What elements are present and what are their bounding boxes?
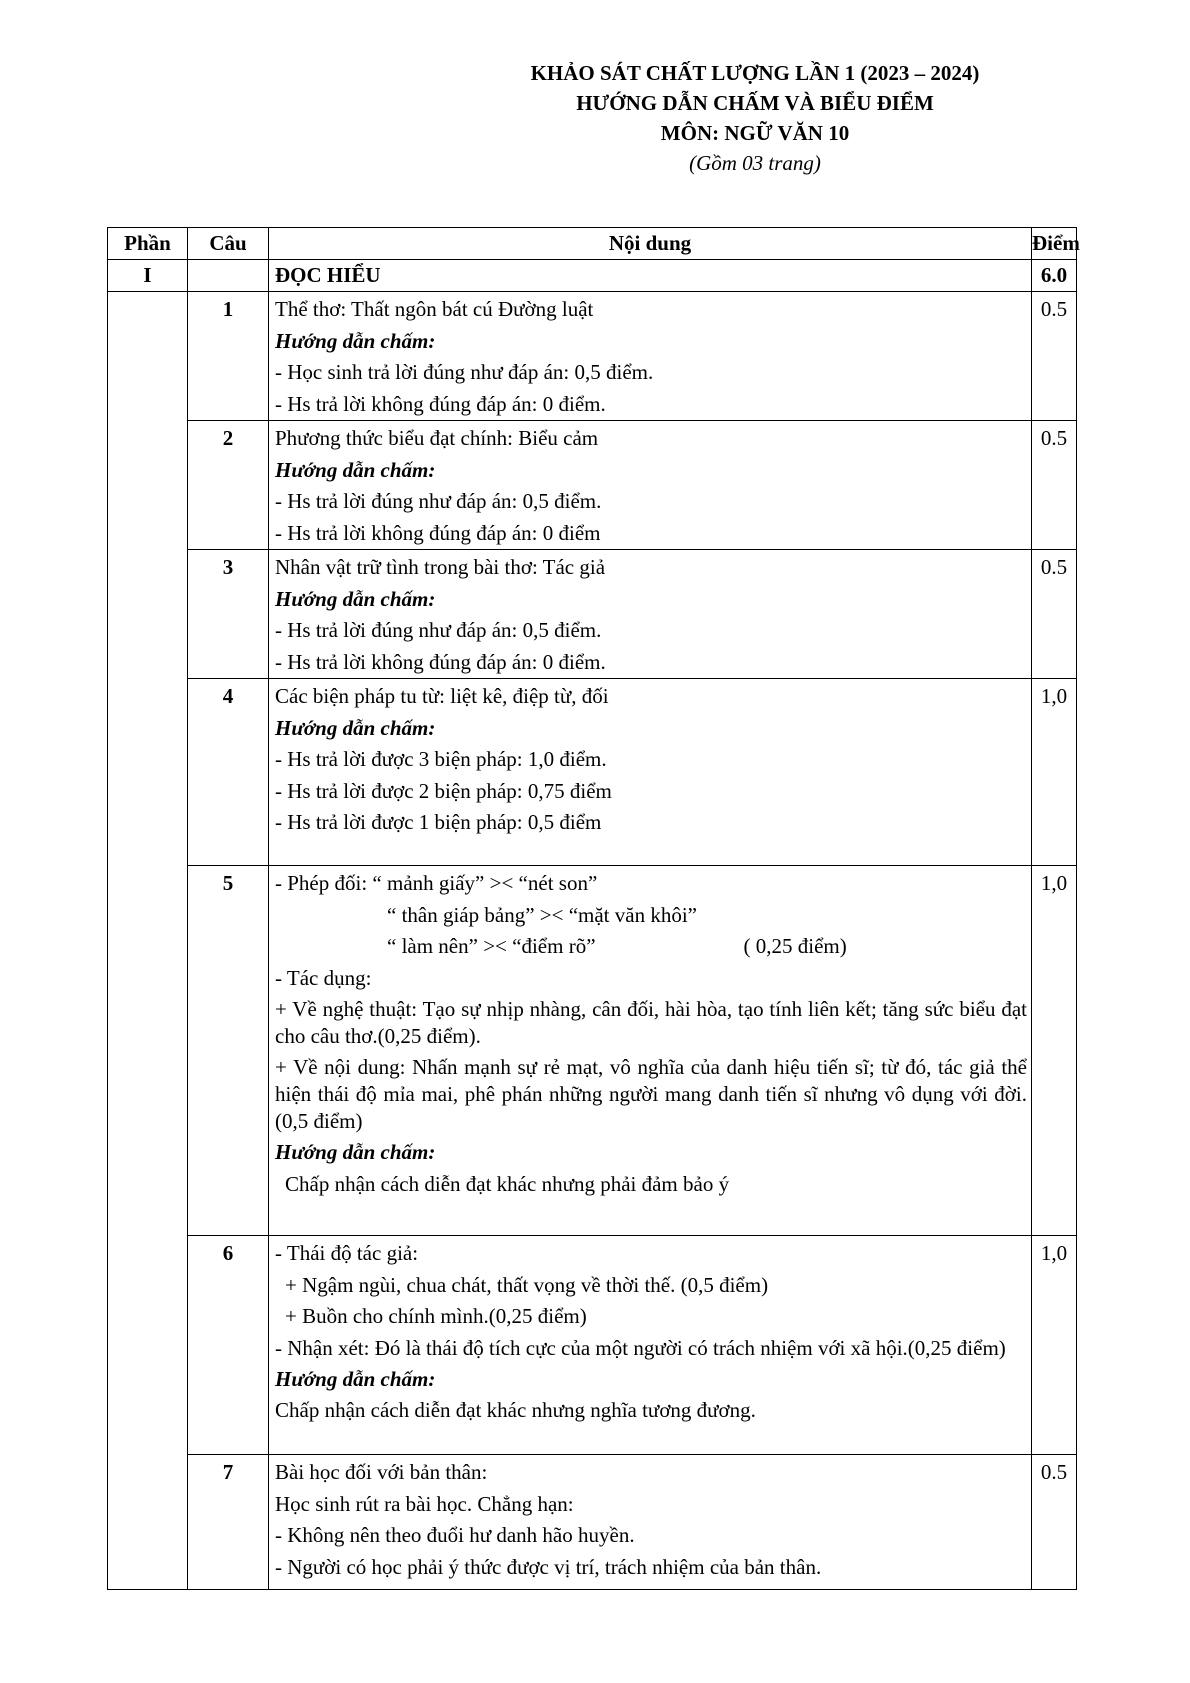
question-score: 0.5 (1032, 421, 1077, 550)
table-row (108, 1236, 1077, 1455)
question-score: 1,0 (1032, 679, 1077, 866)
section-title: ĐỌC HIỂU (269, 260, 1032, 292)
grading-table (107, 227, 1080, 1590)
table-header-row (108, 228, 1077, 260)
question-number: 4 (188, 679, 269, 866)
guide-label: Hướng dẫn chấm: (275, 1366, 436, 1391)
question-number: 1 (188, 292, 269, 421)
content-line: - Hs trả lời không đúng đáp án: 0 điểm (275, 520, 601, 545)
question-content (269, 866, 1032, 1236)
content-line: - Hs trả lời không đúng đáp án: 0 điểm. (275, 649, 606, 674)
question-score: 0.5 (1032, 292, 1077, 421)
content-paragraph: + Về nội dung: Nhấn mạnh sự rẻ mạt, vô nghĩa của danh hiệu tiến sĩ; từ đó, tác giả thể hiện thái độ mỉa mai, phê phán những người mang danh tiến sĩ nhưng vô dụng với đời. (0,5 điểm) (275, 1055, 1027, 1133)
section-cau-empty (188, 260, 269, 292)
question-content (269, 1455, 1032, 1590)
question-content (269, 421, 1032, 550)
antithesis-pair: “ làm nên” >< “điểm rõ” (387, 934, 596, 958)
header-phan: Phần (108, 228, 188, 260)
table-row (108, 679, 1077, 866)
page-count-note: (Gồm 03 trang) (689, 151, 821, 175)
content-line: - Hs trả lời được 1 biện pháp: 0,5 điểm (275, 810, 602, 834)
question-content (269, 679, 1032, 866)
question-content (269, 1236, 1032, 1455)
question-number: 6 (188, 1236, 269, 1455)
table-row (108, 421, 1077, 550)
content-line (275, 931, 1027, 963)
table-row (108, 1455, 1077, 1590)
guide-label: Hướng dẫn chấm: (275, 715, 436, 740)
content-line: Bài học đối với bản thân: (275, 1460, 488, 1484)
question-score: 1,0 (1032, 1236, 1077, 1455)
header-noidung: Nội dung (269, 228, 1032, 260)
content-line: - Không nên theo đuổi hư danh hão huyền. (275, 1523, 635, 1547)
content-line: - Hs trả lời đúng như đáp án: 0,5 điểm. (275, 618, 602, 642)
guide-label: Hướng dẫn chấm: (275, 1140, 436, 1164)
content-line: Các biện pháp tu từ: liệt kê, điệp từ, đối (275, 684, 609, 708)
content-line: + Buồn cho chính mình.(0,25 điểm) (285, 1304, 587, 1328)
question-number: 7 (188, 1455, 269, 1590)
question-content (269, 550, 1032, 679)
content-paragraph: + Về nghệ thuật: Tạo sự nhịp nhàng, cân đối, hài hòa, tạo tính liên kết; tăng sức biểu đạt cho câu thơ.(0,25 điểm). (275, 997, 1027, 1048)
content-line: Thể thơ: Thất ngôn bát cú Đường luật (275, 297, 594, 321)
guide-label: Hướng dẫn chấm: (275, 586, 436, 611)
content-line: - Tác dụng: (275, 965, 372, 990)
content-line: - Hs trả lời được 3 biện pháp: 1,0 điểm. (275, 747, 607, 771)
content-line: Học sinh rút ra bài học. Chẳng hạn: (275, 1491, 574, 1516)
subject-title: MÔN: NGỮ VĂN 10 (660, 121, 850, 145)
content-line: - Hs trả lời không đúng đáp án: 0 điểm. (275, 391, 606, 416)
header-diem: Điểm (1032, 228, 1077, 260)
question-number: 5 (188, 866, 269, 1236)
content-line: “ thân giáp bảng” >< “mặt văn khôi” (387, 902, 697, 927)
content-line: - Hs trả lời đúng như đáp án: 0,5 điểm. (275, 489, 602, 513)
content-line: - Hs trả lời được 2 biện pháp: 0,75 điểm (275, 778, 612, 803)
document-header (430, 58, 1080, 178)
content-line: Chấp nhận cách diễn đạt khác nhưng phải đảm bảo ý (285, 1171, 730, 1196)
content-line: Nhân vật trữ tình trong bài thơ: Tác giả (275, 555, 606, 579)
exam-title: KHẢO SÁT CHẤT LƯỢNG LẦN 1 (2023 – 2024) (530, 61, 980, 85)
question-content (269, 292, 1032, 421)
content-line: - Người có học phải ý thức được vị trí, trách nhiệm của bản thân. (275, 1554, 822, 1579)
guide-title: HƯỚNG DẪN CHẤM VÀ BIỂU ĐIỂM (576, 91, 934, 115)
content-line: - Phép đối: “ mảnh giấy” >< “nét son” (275, 871, 598, 895)
header-cau: Câu (188, 228, 269, 260)
question-number: 3 (188, 550, 269, 679)
content-line: - Thái độ tác giả: (275, 1241, 419, 1265)
phan-merged-cell (108, 292, 188, 1590)
section-phan: I (108, 260, 188, 292)
section-row (108, 260, 1077, 292)
table-row (108, 292, 1077, 421)
table-row (108, 866, 1077, 1236)
guide-label: Hướng dẫn chấm: (275, 328, 436, 353)
inline-score: ( 0,25 điểm) (743, 934, 847, 958)
content-line: Phương thức biểu đạt chính: Biểu cảm (275, 426, 599, 450)
content-paragraph: - Nhận xét: Đó là thái độ tích cực của một người có trách nhiệm với xã hội.(0,25 điểm) (275, 1335, 1006, 1360)
question-score: 0.5 (1032, 1455, 1077, 1590)
question-score: 0.5 (1032, 550, 1077, 679)
question-score: 1,0 (1032, 866, 1077, 1236)
guide-label: Hướng dẫn chấm: (275, 457, 436, 482)
section-score: 6.0 (1032, 260, 1077, 292)
content-line: - Học sinh trả lời đúng như đáp án: 0,5 điểm. (275, 360, 654, 384)
table-row (108, 550, 1077, 679)
content-line: + Ngậm ngùi, chua chát, thất vọng về thời thế. (0,5 điểm) (285, 1272, 769, 1297)
content-line: Chấp nhận cách diễn đạt khác nhưng nghĩa tương đương. (275, 1398, 756, 1422)
question-number: 2 (188, 421, 269, 550)
